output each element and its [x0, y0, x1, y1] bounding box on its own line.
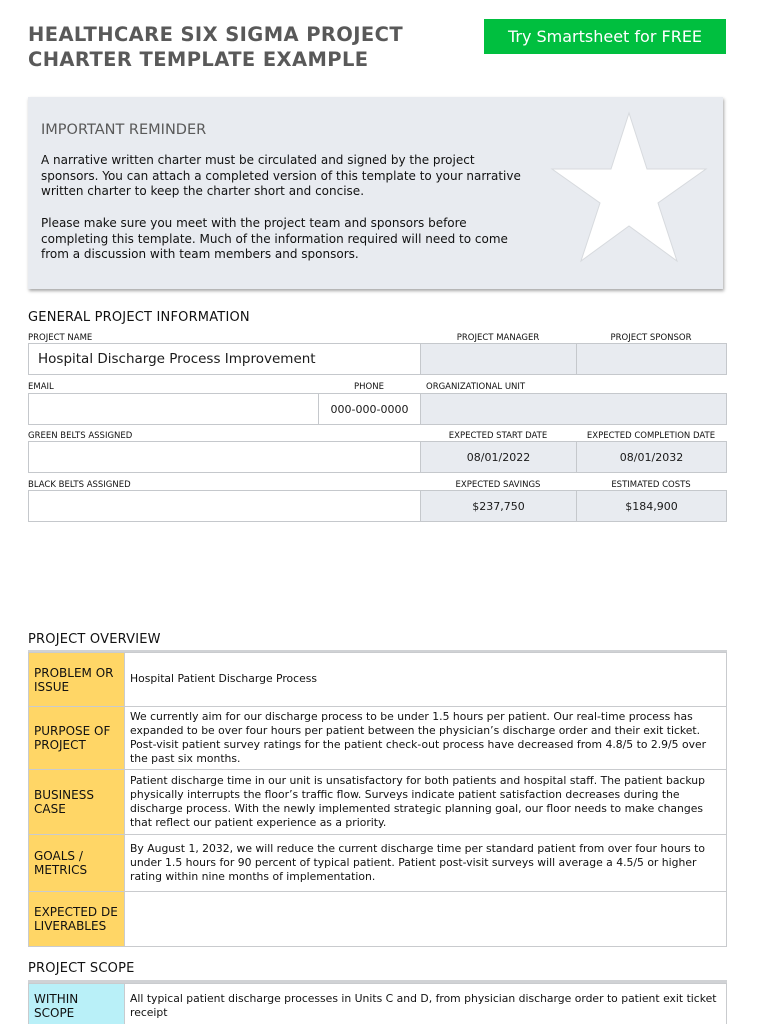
project-overview-table [28, 652, 727, 947]
overview-key-business-case: BUSINESS CASE [29, 770, 125, 835]
scope-key-within: WITHIN SCOPE [29, 984, 125, 1024]
black-belts-field[interactable] [28, 490, 421, 522]
important-reminder-panel [28, 97, 723, 289]
table-row [29, 984, 727, 1024]
project-name-label: PROJECT NAME [28, 333, 93, 343]
project-scope-title: PROJECT SCOPE [28, 961, 135, 976]
project-overview-title: PROJECT OVERVIEW [28, 632, 161, 647]
project-scope-table [28, 983, 727, 1024]
project-sponsor-label: PROJECT SPONSOR [610, 333, 692, 343]
overview-value-deliverables[interactable] [125, 892, 727, 947]
green-belts-label: GREEN BELTS ASSIGNED [28, 431, 133, 441]
phone-field[interactable]: 000-000-0000 [318, 393, 421, 425]
project-sponsor-field[interactable] [576, 343, 727, 375]
estimated-costs-field[interactable]: $184,900 [576, 490, 727, 522]
overview-key-deliverables: EXPECTED DELIVERABLES [29, 892, 125, 947]
email-field[interactable] [28, 393, 319, 425]
overview-value-purpose[interactable]: We currently aim for our discharge process to be under 1.5 hours per patient. Our real-time process has expanded to be over four hours per patient between the physician’s discharge order and their exit ticket. Post-visit patient survey ratings for the patient check-out process have decreased from 4.8/5 to 2.9/5 over the past six months. [125, 707, 727, 770]
org-unit-field[interactable] [420, 393, 727, 425]
estimated-costs-label: ESTIMATED COSTS [611, 480, 691, 490]
project-manager-field[interactable] [420, 343, 577, 375]
table-row [29, 707, 727, 770]
scope-value-within[interactable]: All typical patient discharge processes in Units C and D, from physician discharge order to patient exit ticket receipt [125, 984, 727, 1024]
general-info-title: GENERAL PROJECT INFORMATION [28, 310, 250, 325]
try-smartsheet-button[interactable]: Try Smartsheet for FREE [484, 19, 726, 54]
overview-key-purpose: PURPOSE OF PROJECT [29, 707, 125, 770]
table-row [29, 835, 727, 892]
email-label: EMAIL [28, 382, 54, 392]
phone-label: PHONE [354, 382, 384, 392]
project-name-field[interactable]: Hospital Discharge Process Improvement [28, 343, 421, 375]
overview-key-problem: PROBLEM OR ISSUE [29, 653, 125, 707]
overview-value-business-case[interactable]: Patient discharge time in our unit is unsatisfactory for both patients and hospital staff. The patient backup physically interrupts the floor’s traffic flow. Surveys indicate patient satisfaction decreases during the discharge process. With the newly implemented strategic planning goal, our floor needs to make changes that reflect our patient experience as a priority. [125, 770, 727, 835]
overview-value-problem[interactable]: Hospital Patient Discharge Process [125, 653, 727, 707]
green-belts-field[interactable] [28, 441, 421, 473]
table-row [29, 892, 727, 947]
start-date-field[interactable]: 08/01/2022 [420, 441, 577, 473]
page-title: HEALTHCARE SIX SIGMA PROJECT CHARTER TEMPLATE EXAMPLE [28, 23, 404, 71]
completion-date-label: EXPECTED COMPLETION DATE [586, 431, 716, 441]
reminder-paragraph-2: Please make sure you meet with the project team and sponsors before completing this template. Much of the information required will need to come from a discussion with team members and sponsors. [41, 216, 508, 262]
reminder-heading: IMPORTANT REMINDER [41, 122, 207, 138]
star-icon [550, 111, 708, 267]
project-manager-label: PROJECT MANAGER [456, 333, 540, 343]
expected-savings-field[interactable]: $237,750 [420, 490, 577, 522]
completion-date-field[interactable]: 08/01/2032 [576, 441, 727, 473]
table-row [29, 770, 727, 835]
org-unit-label: ORGANIZATIONAL UNIT [426, 382, 526, 392]
table-row [29, 653, 727, 707]
reminder-paragraph-1: A narrative written charter must be circulated and signed by the project sponsors. You can attach a completed version of this template to your narrative written charter to keep the charter short and concise. [41, 153, 521, 199]
expected-savings-label: EXPECTED SAVINGS [455, 480, 541, 490]
start-date-label: EXPECTED START DATE [448, 431, 548, 441]
overview-key-goals: GOALS / METRICS [29, 835, 125, 892]
overview-value-goals[interactable]: By August 1, 2032, we will reduce the current discharge time per standard patient from over four hours to under 1.5 hours for 90 percent of typical patient. Patient post-visit surveys will average a 4.5/5 or higher rating within nine months of implementation. [125, 835, 727, 892]
black-belts-label: BLACK BELTS ASSIGNED [28, 480, 131, 490]
